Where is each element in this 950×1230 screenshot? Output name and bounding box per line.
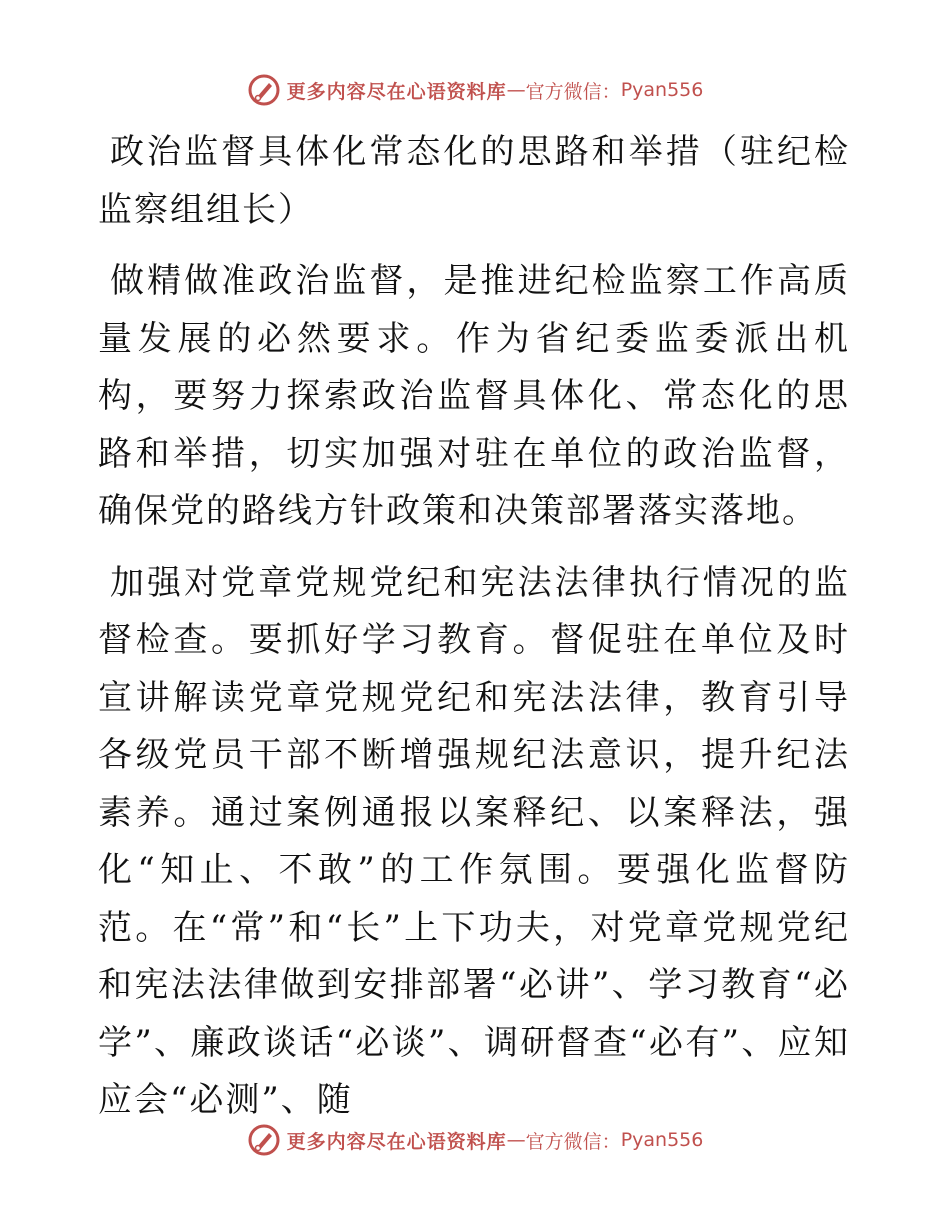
watermark-wechat-id: Pyan556 <box>620 79 704 101</box>
watermark-header <box>0 70 950 110</box>
watermark-separator: — <box>506 1129 526 1151</box>
paragraph-1: 做精做准政治监督，是推进纪检监察工作高质量发展的必然要求。作为省纪委监委派出机构，要努力探索政治监督具体化、常态化的思路和举措，切实加强对驻在单位的政治监督，确保党的路线方针政策和决策部署落实落地。 <box>98 261 850 531</box>
watermark-separator: — <box>506 79 526 101</box>
watermark-footer <box>0 1120 950 1160</box>
watermark-label: 官方微信： <box>525 80 621 103</box>
paragraph-2: 加强对党章党规党纪和宪法法律执行情况的监督检查。要抓好学习教育。督促驻在单位及时宣讲解读党章党规党纪和宪法法律，教育引导各级党员干部不断增强规纪法意识，提升纪法素养。通过案例通报以案释纪、以案释法，强化“知止、不敢”的工作氛围。要强化监督防范。在“常”和“长”上下功夫，对党章党规党纪和宪法法律做到安排部署“必讲”、学习教育“必学”、廉政谈话“必谈”、调研督查“必有”、应知应会“必测”、随 <box>98 562 850 1120</box>
document-title: 政治监督具体化常态化的思路和举措（驻纪检监察组组长） <box>98 132 850 230</box>
watermark-label: 官方微信： <box>525 1130 621 1153</box>
pen-logo-icon <box>247 1123 281 1157</box>
watermark-brand: 更多内容尽在心语资料库 <box>286 80 507 103</box>
document-body <box>98 124 850 1144</box>
pen-logo-icon <box>247 73 281 107</box>
watermark-brand: 更多内容尽在心语资料库 <box>286 1130 507 1153</box>
watermark-wechat-id: Pyan556 <box>620 1129 704 1151</box>
